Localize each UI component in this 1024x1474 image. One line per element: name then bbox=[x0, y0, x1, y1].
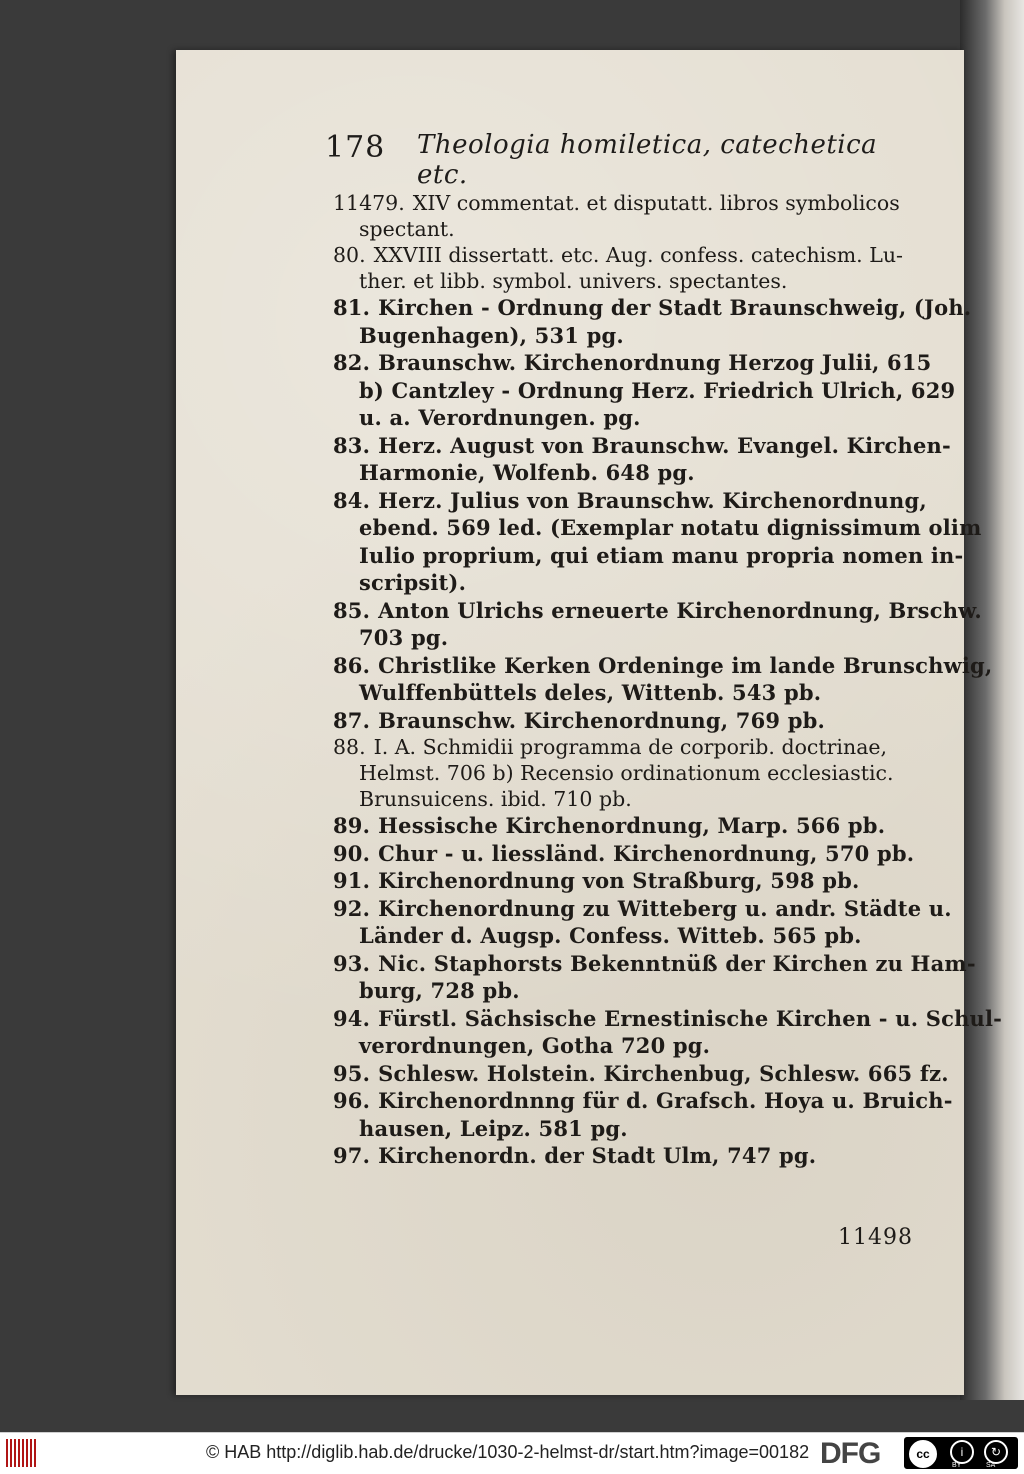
entry-continuation-line bbox=[333, 679, 923, 707]
entry-text: ther. et libb. symbol. univers. spectantes. bbox=[359, 269, 788, 293]
entry-first-line bbox=[333, 652, 993, 680]
catalog-entry bbox=[333, 432, 951, 487]
entry-first-line bbox=[333, 1005, 1003, 1033]
by-label: BY bbox=[952, 1462, 962, 1469]
by-icon: i bbox=[950, 1440, 974, 1464]
entry-first-line bbox=[333, 1060, 949, 1088]
catalog-entry bbox=[333, 1142, 923, 1170]
entry-text: scripsit). bbox=[359, 570, 467, 595]
catalog-entry bbox=[333, 840, 923, 868]
entry-continuation-line bbox=[333, 624, 923, 652]
sa-label: SA bbox=[986, 1462, 996, 1469]
entry-continuation-line bbox=[333, 760, 923, 786]
entry-first-line bbox=[333, 867, 923, 895]
source-credit-link[interactable]: © HAB http://diglib.hab.de/drucke/1030-2-helmst-dr/start.htm?image=00182 bbox=[206, 1442, 810, 1462]
entry-text: Wulffenbüttels deles, Wittenb. 543 pb. bbox=[359, 680, 822, 705]
entry-number: 11479. bbox=[333, 191, 405, 215]
entry-text: Kirchenordnnng für d. Grafsch. Hoya u. Bruich- bbox=[378, 1088, 953, 1113]
entry-continuation-line bbox=[333, 977, 923, 1005]
cc-icon: cc bbox=[909, 1440, 937, 1468]
entry-continuation-line bbox=[333, 377, 956, 405]
catalog-entries bbox=[333, 190, 1003, 1170]
entry-text: Länder d. Augsp. Confess. Witteb. 565 pb. bbox=[359, 923, 862, 948]
entry-text: Herz. August von Braunschw. Evangel. Kirchen- bbox=[378, 432, 951, 458]
entry-continuation-line bbox=[333, 268, 923, 294]
entry-number: 94. bbox=[333, 1005, 371, 1031]
catalog-entry bbox=[333, 190, 923, 242]
running-title: Theologia homiletica, catechetica etc. bbox=[417, 130, 878, 190]
entry-first-line bbox=[333, 1087, 953, 1115]
entry-text: u. a. Verordnungen. pg. bbox=[359, 405, 641, 430]
entry-text: Kirchenordn. der Stadt Ulm, 747 pg. bbox=[378, 1143, 817, 1168]
entry-number: 82. bbox=[333, 350, 371, 375]
entry-continuation-line bbox=[333, 1032, 923, 1060]
entry-continuation-line bbox=[333, 404, 923, 432]
running-header bbox=[325, 124, 885, 190]
catalog-entry bbox=[333, 487, 982, 597]
entry-text: Kirchen - Ordnung der Stadt Braunschweig, (Joh. bbox=[378, 295, 972, 320]
entry-continuation-line bbox=[333, 569, 923, 597]
catalog-entry bbox=[333, 950, 976, 1005]
entry-text: Brunsuicens. ibid. 710 pb. bbox=[359, 787, 632, 811]
entry-number: 88. bbox=[333, 735, 366, 759]
entry-continuation-line bbox=[333, 459, 923, 487]
entry-continuation-line bbox=[333, 542, 964, 570]
entry-number: 81. bbox=[333, 295, 371, 320]
entry-first-line bbox=[333, 707, 923, 735]
catalog-entry bbox=[333, 734, 923, 812]
barcode-icon bbox=[6, 1439, 40, 1467]
entry-number: 95. bbox=[333, 1060, 371, 1086]
entry-continuation-line bbox=[333, 922, 923, 950]
entry-text: Schlesw. Holstein. Kirchenbug, Schlesw. 665 fz. bbox=[378, 1060, 949, 1086]
entry-number: 93. bbox=[333, 950, 371, 976]
catalog-entry bbox=[333, 242, 923, 294]
entry-text: Kirchenordnung von Straßburg, 598 pb. bbox=[378, 868, 860, 893]
catalog-entry bbox=[333, 652, 993, 707]
entry-text: Christlike Kerken Ordeninge im lande Brunschwig, bbox=[378, 652, 993, 678]
entry-first-line bbox=[333, 432, 951, 460]
entry-number: 83. bbox=[333, 432, 371, 458]
entry-number: 87. bbox=[333, 707, 371, 733]
catalog-entry bbox=[333, 294, 972, 349]
entry-text: Chur - u. liessländ. Kirchenordnung, 570 pb. bbox=[378, 840, 915, 866]
entry-first-line bbox=[333, 294, 972, 322]
catalog-entry bbox=[333, 597, 982, 652]
entry-number: 89. bbox=[333, 813, 371, 838]
entry-text: hausen, Leipz. 581 pg. bbox=[359, 1115, 628, 1141]
entry-text: verordnungen, Gotha 720 pg. bbox=[359, 1033, 711, 1058]
dfg-logo: DFG bbox=[820, 1437, 881, 1470]
entry-first-line bbox=[333, 950, 976, 978]
catalog-entry bbox=[333, 349, 956, 432]
entry-text: Herz. Julius von Braunschw. Kirchenordnung, bbox=[378, 487, 927, 513]
viewer-footer bbox=[0, 1432, 1024, 1474]
entry-first-line bbox=[333, 190, 923, 216]
entry-continuation-line bbox=[333, 786, 923, 812]
entry-text: burg, 728 pb. bbox=[359, 978, 520, 1003]
entry-number: 84. bbox=[333, 487, 371, 513]
entry-number: 90. bbox=[333, 840, 371, 866]
entry-continuation-line bbox=[333, 514, 982, 542]
entry-text: Fürstl. Sächsische Ernestinische Kirchen - u. Schul- bbox=[378, 1005, 1003, 1031]
entry-text: ebend. 569 led. (Exemplar notatu dignissimum olim bbox=[359, 515, 982, 540]
entry-text: Braunschw. Kirchenordnung, 769 pb. bbox=[378, 707, 826, 733]
entry-text: Braunschw. Kirchenordnung Herzog Julii, 615 bbox=[378, 350, 932, 375]
entry-text: XXVIII dissertatt. etc. Aug. confess. catechism. Lu- bbox=[373, 243, 903, 267]
entry-first-line bbox=[333, 840, 923, 868]
entry-text: Bugenhagen), 531 pg. bbox=[359, 322, 624, 348]
entry-text: Kirchenordnung zu Witteberg u. andr. Städte u. bbox=[378, 895, 952, 921]
entry-continuation-line bbox=[333, 322, 923, 350]
entry-text: XIV commentat. et disputatt. libros symbolicos bbox=[412, 191, 900, 215]
catchword: 11498 bbox=[838, 1225, 913, 1250]
entry-first-line bbox=[333, 734, 923, 760]
entry-text: Iulio proprium, qui etiam manu propria nomen in- bbox=[359, 542, 964, 568]
cc-license-badge[interactable] bbox=[904, 1437, 1018, 1469]
entry-number: 96. bbox=[333, 1088, 371, 1113]
entry-text: I. A. Schmidii programma de corporib. doctrinae, bbox=[373, 735, 888, 759]
entry-number: 92. bbox=[333, 895, 371, 921]
entry-first-line bbox=[333, 895, 952, 923]
entry-text: Nic. Staphorsts Bekenntnüß der Kirchen zu Ham- bbox=[378, 950, 976, 976]
catalog-entry bbox=[333, 1060, 949, 1088]
sa-icon: ↻ bbox=[984, 1440, 1008, 1464]
catalog-entry bbox=[333, 867, 923, 895]
entry-text: 703 pg. bbox=[359, 625, 449, 650]
entry-text: Helmst. 706 b) Recensio ordinationum ecclesiastic. bbox=[359, 761, 894, 785]
entry-number: 85. bbox=[333, 597, 371, 623]
catalog-entry bbox=[333, 812, 923, 840]
entry-number: 80. bbox=[333, 243, 366, 267]
catalog-entry bbox=[333, 707, 923, 735]
entry-number: 91. bbox=[333, 868, 371, 893]
entry-first-line bbox=[333, 1142, 923, 1170]
entry-text: spectant. bbox=[359, 217, 455, 241]
entry-text: b) Cantzley - Ordnung Herz. Friedrich Ulrich, 629 bbox=[359, 377, 956, 403]
entry-continuation-line bbox=[333, 1115, 923, 1143]
catalog-entry bbox=[333, 895, 952, 950]
entry-continuation-line bbox=[333, 216, 923, 242]
catalog-entry bbox=[333, 1005, 1003, 1060]
entry-first-line bbox=[333, 597, 982, 625]
entry-text: Harmonie, Wolfenb. 648 pg. bbox=[359, 460, 695, 485]
catalog-entry bbox=[333, 1087, 953, 1142]
entry-number: 86. bbox=[333, 652, 371, 678]
entry-first-line bbox=[333, 487, 927, 515]
page-number: 178 bbox=[325, 130, 386, 165]
entry-text: Anton Ulrichs erneuerte Kirchenordnung, Brschw. bbox=[378, 597, 982, 623]
entry-first-line bbox=[333, 812, 923, 840]
entry-first-line bbox=[333, 242, 923, 268]
entry-number: 97. bbox=[333, 1143, 371, 1168]
scan-backdrop-edge bbox=[960, 0, 1024, 1400]
entry-text: Hessische Kirchenordnung, Marp. 566 pb. bbox=[378, 813, 886, 838]
entry-first-line bbox=[333, 349, 932, 377]
